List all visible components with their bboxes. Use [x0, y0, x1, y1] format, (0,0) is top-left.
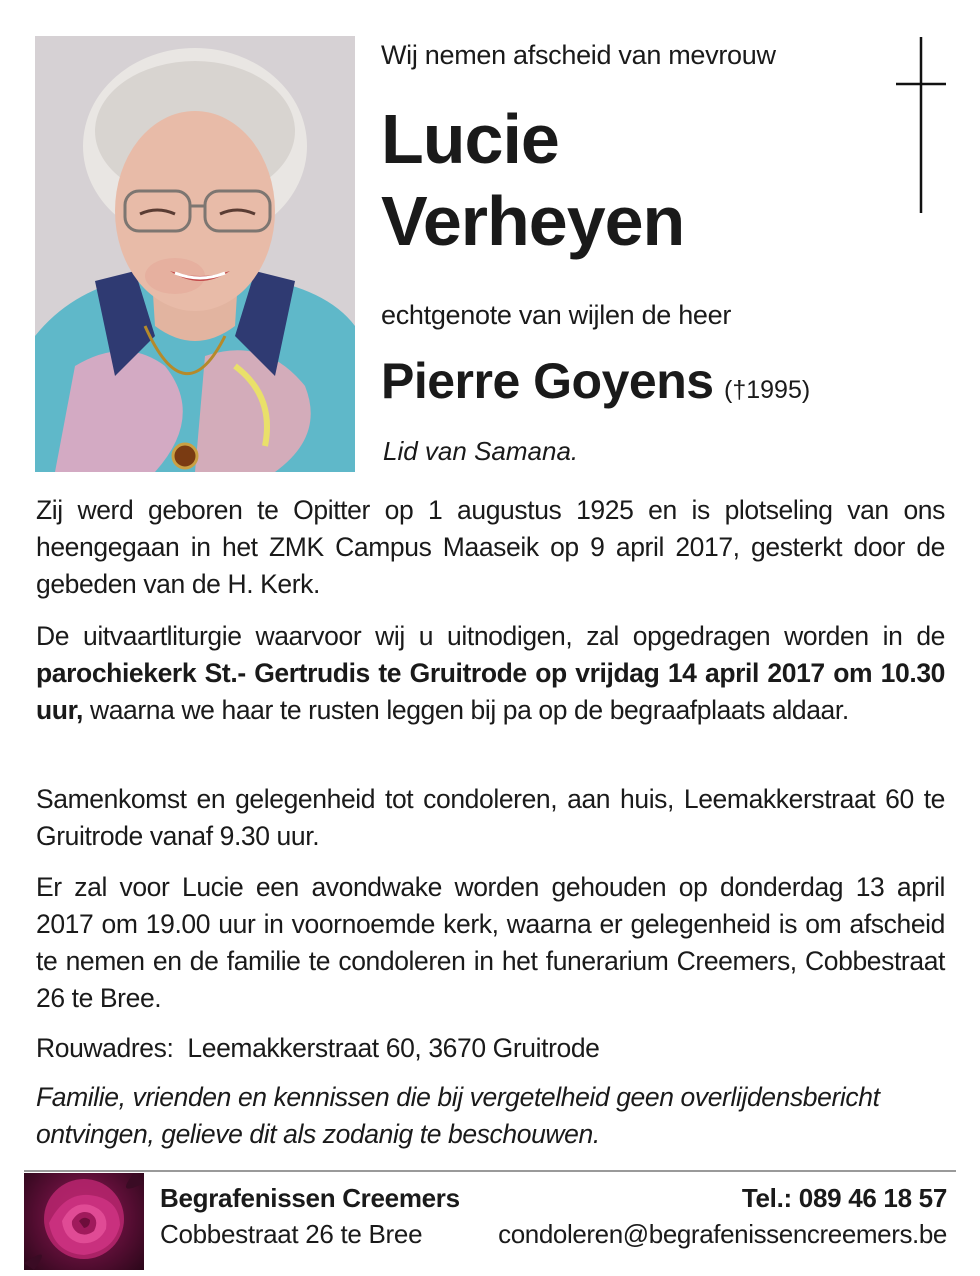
funeral-paragraph [36, 618, 945, 729]
portrait-photo [35, 36, 355, 472]
intro-text: Wij nemen afscheid van mevrouw [381, 40, 776, 70]
closing-paragraph: Familie, vrienden en kennissen die bij vergetelheid geen overlijdensbericht ontvingen, gelieve dit als zodanig te beschouwen. [36, 1082, 880, 1149]
spouse-intro: echtgenote van wijlen de heer [381, 300, 732, 330]
spouse-line [381, 352, 810, 410]
cross-icon [896, 37, 946, 213]
address-value: Leemakkerstraat 60, 3670 Gruitrode [187, 1033, 600, 1063]
wake-paragraph: Er zal voor Lucie een avondwake worden gehouden op donderdag 13 april 2017 om 19.00 uur in voornoemde kerk, waarna er gelegenheid is om afscheid te nemen en de familie te condoleren in het funerarium Creemers, Cobbestraat 26 te Bree. [36, 872, 945, 1013]
funeral-intro: De uitvaartliturgie waarvoor wij u uitnodigen, zal opgedragen worden in de [36, 621, 945, 651]
funeral-outro: waarna we haar te rusten leggen bij pa op de begraafplaats aldaar. [89, 695, 849, 725]
funeral-home-name: Begrafenissen Creemers [160, 1183, 460, 1213]
mourning-address [36, 1030, 945, 1067]
deceased-first-name: Lucie [381, 100, 559, 178]
funeral-details: parochiekerk St.- Gertrudis te Gruitrode op vrijdag 14 april 2017 om 10.30 uur, [36, 658, 945, 725]
gathering-paragraph: Samenkomst en gelegenheid tot condoleren, aan huis, Leemakkerstraat 60 te Gruitrode vanaf 9.30 uur. [36, 784, 945, 851]
funeral-home-address: Cobbestraat 26 te Bree [160, 1219, 423, 1249]
membership-text: Lid van Samana. [383, 436, 579, 466]
address-label: Rouwadres: [36, 1033, 174, 1063]
funeral-home-email[interactable]: condoleren@begrafenissencreemers.be [498, 1219, 947, 1249]
birth-paragraph: Zij werd geboren te Opitter op 1 augustus 1925 en is plotseling van ons heengegaan in het ZMK Campus Maaseik op 9 april 2017, gesterkt door de gebeden van de H. Kerk. [36, 495, 945, 599]
funeral-home-phone: Tel.: 089 46 18 57 [741, 1183, 947, 1213]
rose-image [24, 1173, 144, 1270]
deceased-last-name: Verheyen [381, 182, 685, 260]
spouse-death-year: (†1995) [724, 376, 811, 404]
footer-divider [24, 1170, 956, 1172]
spouse-name: Pierre Goyens [381, 353, 714, 409]
